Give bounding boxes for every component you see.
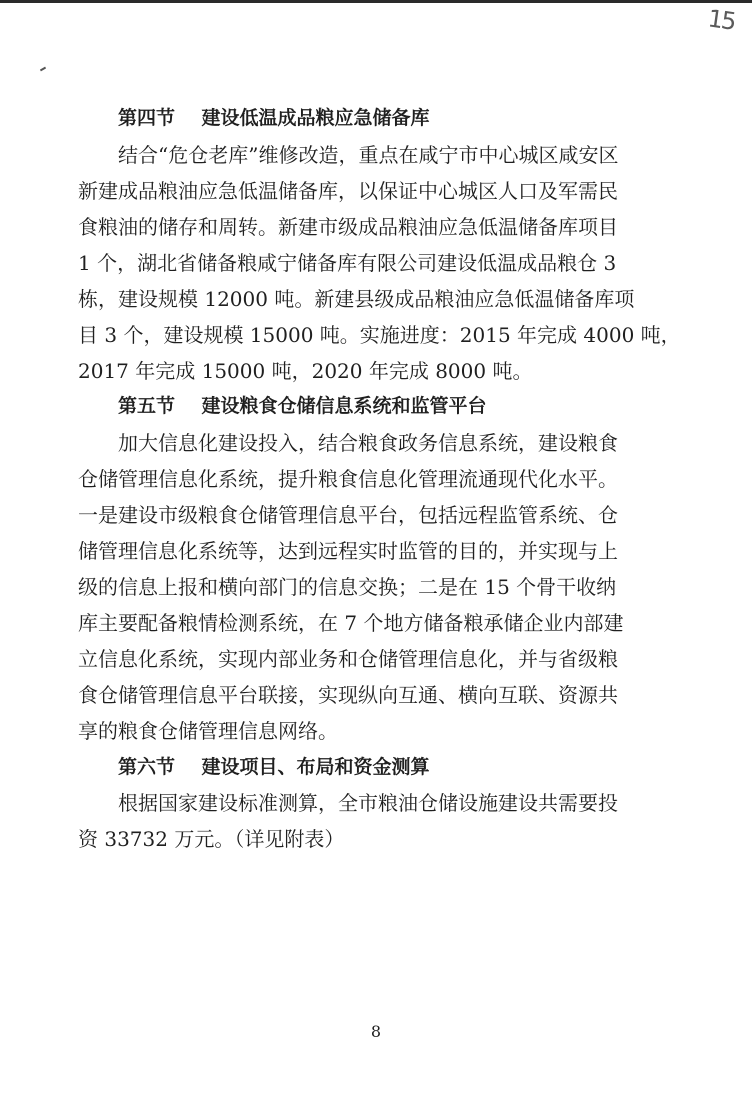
section-4-line-4: 1 个，湖北省储备粮咸宁储备库有限公司建设低温成品粮仓 3 xyxy=(78,251,617,275)
section-5-line-7: 立信息化系统，实现内部业务和仓储管理信息化，并与省级粮 xyxy=(78,647,618,671)
section-5-line-4: 储管理信息化系统等，达到远程实时监管的目的，并实现与上 xyxy=(78,539,618,563)
section-5-line-9: 享的粮食仓储管理信息网络。 xyxy=(78,719,338,743)
section-4-line-1: 结合“危仓老库”维修改造，重点在咸宁市中心城区咸安区 xyxy=(118,143,619,167)
section-6-line-1: 根据国家建设标准测算，全市粮油仓储设施建设共需要投 xyxy=(118,791,618,815)
section-5-line-3: 一是建设市级粮食仓储管理信息平台，包括远程监管系统、仓 xyxy=(78,503,618,527)
section-4-line-2: 新建成品粮油应急低温储备库，以保证中心城区人口及军需民 xyxy=(78,179,618,203)
section-4-line-7: 2017 年完成 15000 吨，2020 年完成 8000 吨。 xyxy=(78,359,533,383)
section-5-line-8: 食仓储管理信息平台联接，实现纵向互通、横向互联、资源共 xyxy=(78,683,618,707)
scan-speck xyxy=(40,67,46,72)
section-6-line-2: 资 33732 万元。（详见附表） xyxy=(78,827,345,851)
section-4-line-6: 目 3 个，建设规模 15000 吨。实施进度：2015 年完成 4000 吨， xyxy=(78,323,681,347)
section-4-line-5: 栋，建设规模 12000 吨。新建县级成品粮油应急低温储备库项 xyxy=(78,287,635,311)
page-number: 8 xyxy=(370,1022,382,1041)
section-4-line-3: 食粮油的储存和周转。新建市级成品粮油应急低温储备库项目 xyxy=(78,215,618,239)
handwritten-note: 15 xyxy=(706,4,737,36)
section-5-line-6: 库主要配备粮情检测系统，在 7 个地方储备粮承储企业内部建 xyxy=(78,611,624,635)
scan-top-edge xyxy=(0,0,752,3)
section-4-heading: 第四节 建设低温成品粮应急储备库 xyxy=(118,107,430,129)
section-5-line-5: 级的信息上报和横向部门的信息交换；二是在 15 个骨干收纳 xyxy=(78,575,617,599)
section-5-line-2: 仓储管理信息化系统，提升粮食信息化管理流通现代化水平。 xyxy=(78,467,618,491)
section-5-line-1: 加大信息化建设投入，结合粮食政务信息系统，建设粮食 xyxy=(118,431,618,455)
section-5-heading: 第五节 建设粮食仓储信息系统和监管平台 xyxy=(118,395,487,417)
section-6-heading: 第六节 建设项目、布局和资金测算 xyxy=(118,756,430,778)
